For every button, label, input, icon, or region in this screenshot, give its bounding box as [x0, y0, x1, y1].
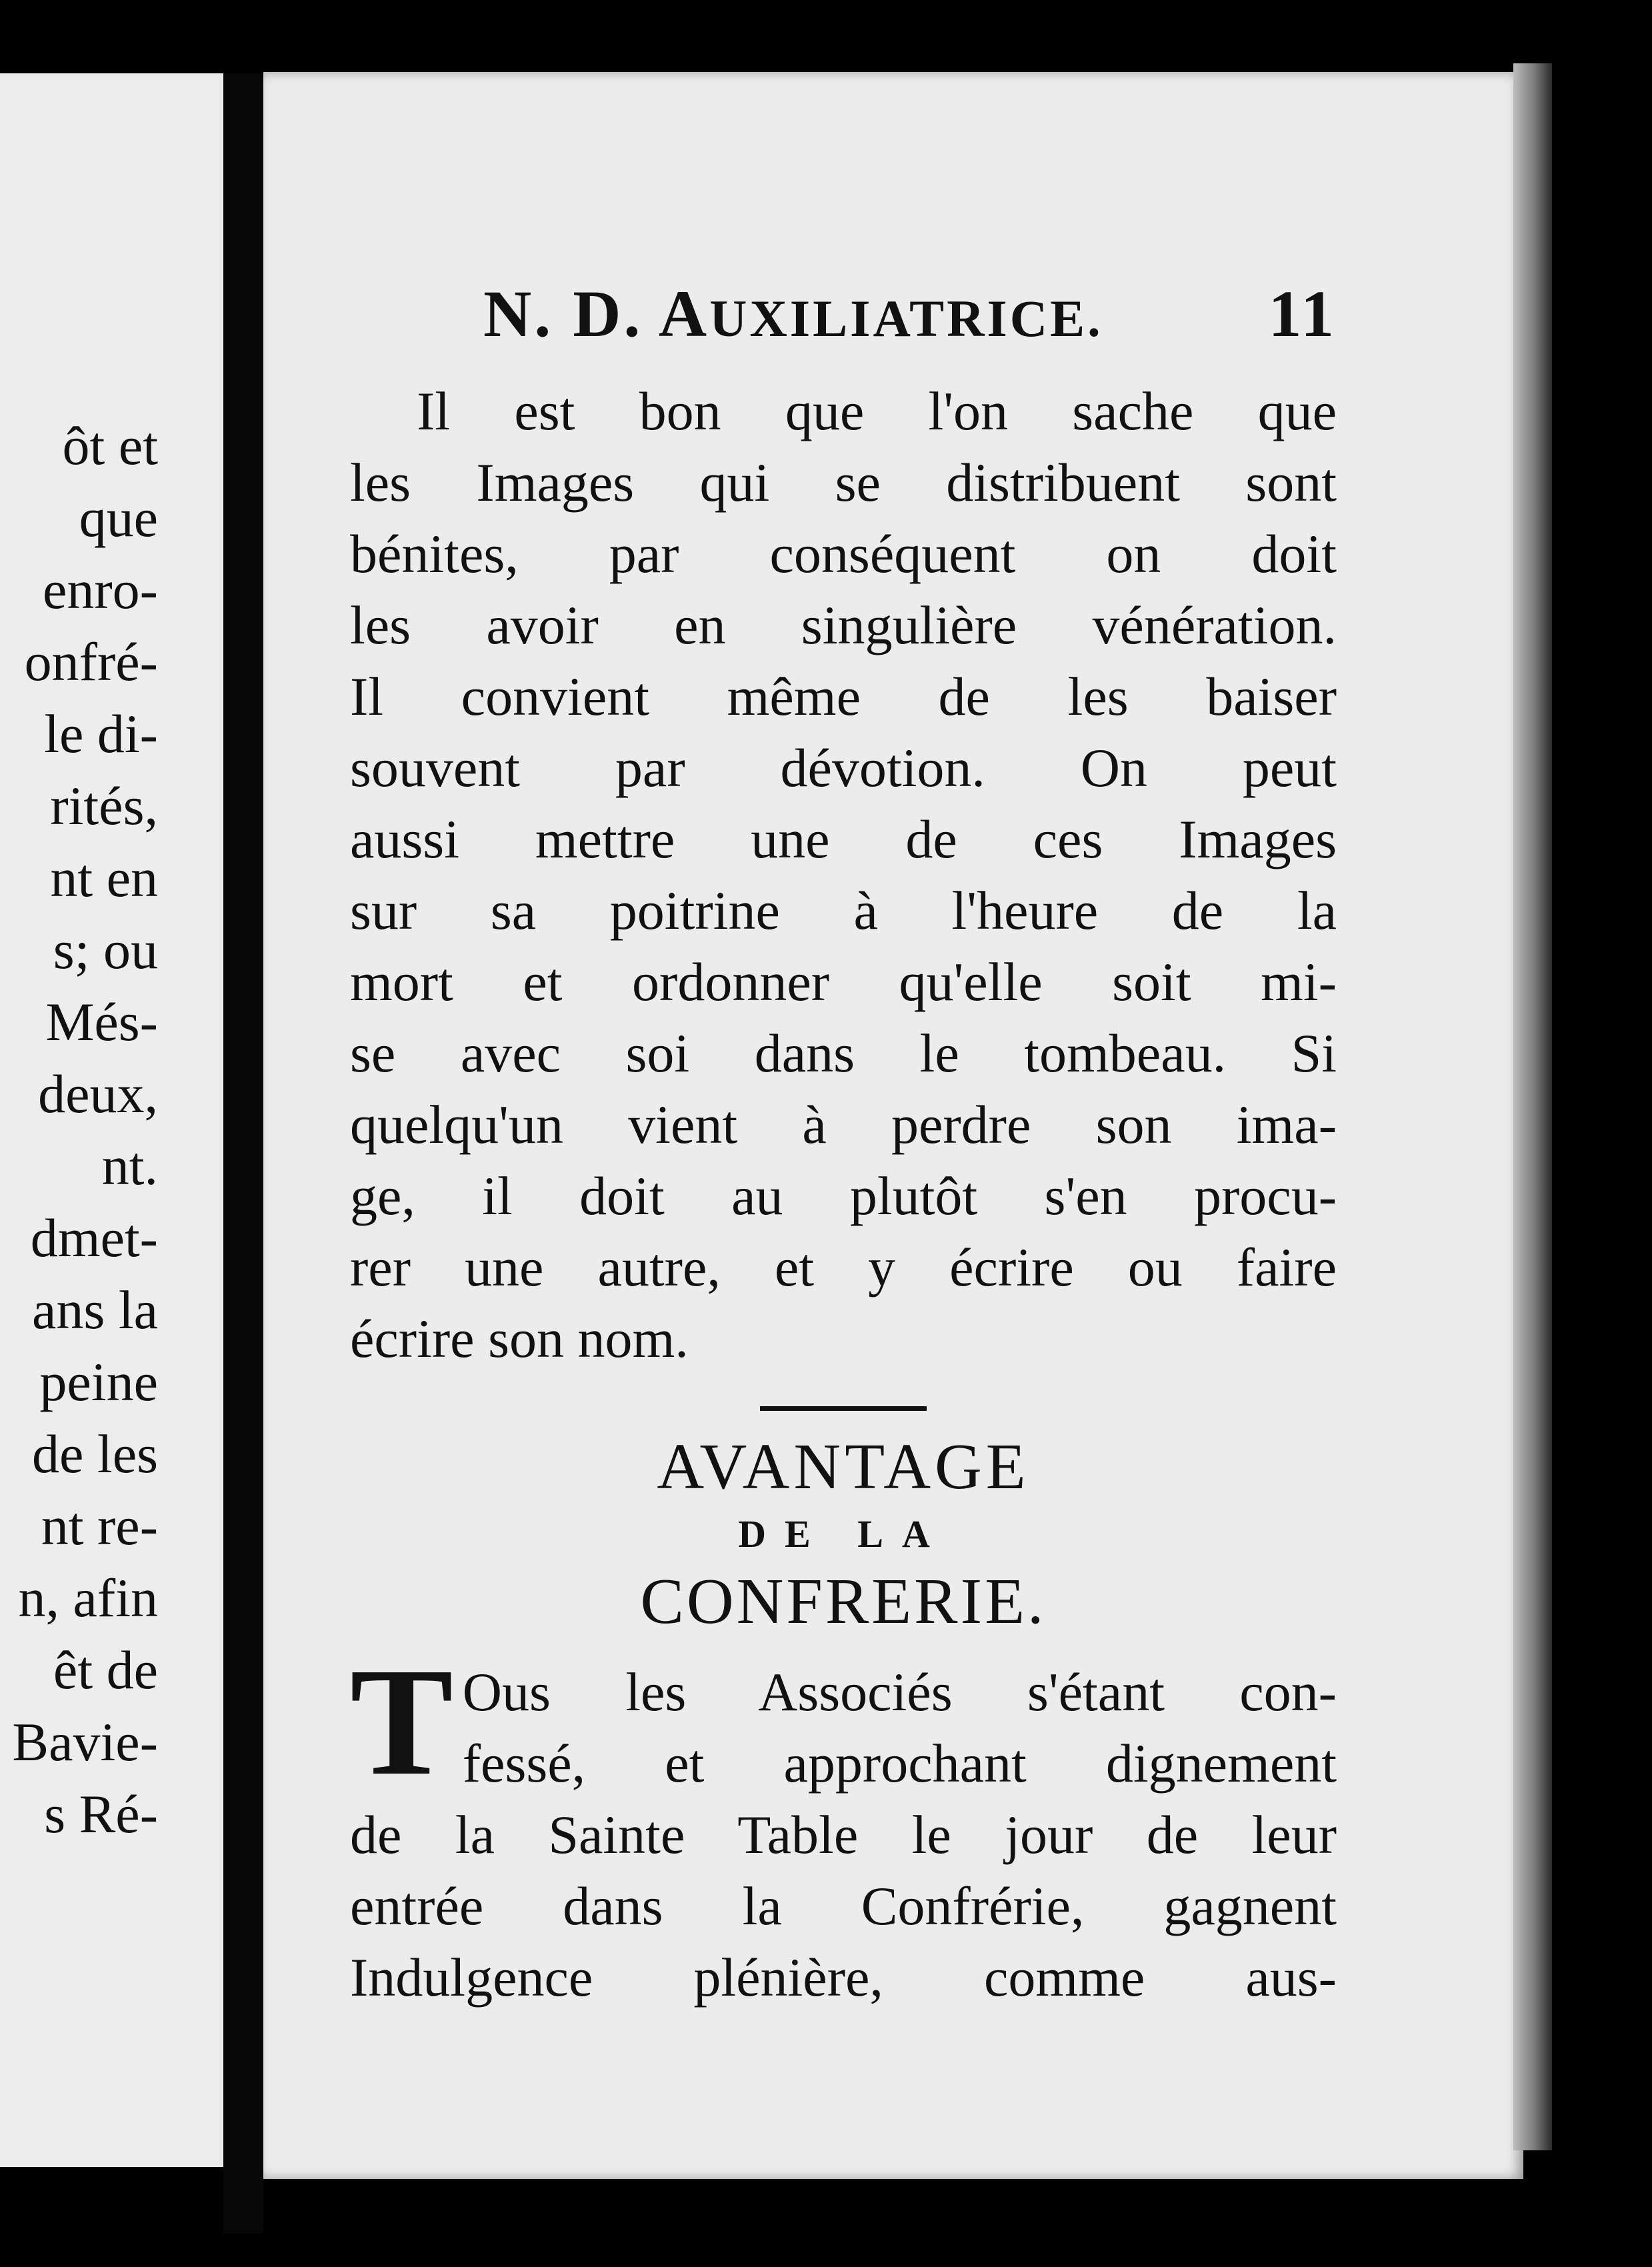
page-number: 11: [1268, 277, 1337, 351]
book-gutter: [223, 73, 263, 2234]
left-line: nt.: [101, 1136, 158, 1196]
section-heading: AVANTAGE: [657, 1431, 1030, 1503]
text-line: ge, il doit au plutôt s'en procu-: [350, 1166, 1337, 1226]
left-line: onfré-: [24, 631, 158, 692]
text-line: mort et ordonner qu'elle soit mi-: [350, 951, 1337, 1012]
title-initials: N. D.: [483, 277, 643, 351]
left-line: nt re-: [41, 1496, 158, 1556]
text-line: fessé, et approchant dignement: [462, 1733, 1337, 1794]
page-edge: [1513, 63, 1552, 2150]
left-line: rités,: [50, 775, 158, 836]
running-head: [350, 275, 1337, 362]
text-line: se avec soi dans le tombeau. Si: [350, 1023, 1337, 1083]
left-line: s; ou: [53, 919, 158, 980]
text-line: rer une autre, et y écrire ou faire: [350, 1237, 1337, 1298]
text-line: Il convient même de les baiser: [350, 666, 1337, 727]
left-line: enro-: [42, 559, 158, 620]
left-line: peine: [39, 1352, 158, 1412]
previous-page-fragment: [0, 73, 223, 2167]
text-line: les avoir en singulière vénération.: [350, 595, 1337, 655]
book-page: [263, 72, 1523, 2179]
text-line: aussi mettre une de ces Images: [350, 809, 1337, 869]
left-line: de les: [32, 1424, 158, 1484]
text-line: bénites, par conséquent on doit: [350, 523, 1337, 584]
text-line: sur sa poitrine à l'heure de la: [350, 880, 1337, 941]
section-rule: [760, 1406, 927, 1411]
left-line: êt de: [53, 1640, 158, 1700]
running-title: [483, 275, 1103, 352]
drop-cap: T: [350, 1636, 453, 1808]
text-line: souvent par dévotion. On peut: [350, 737, 1337, 798]
paragraph-advantages: [350, 1636, 1337, 2013]
left-line: que: [79, 487, 158, 548]
title-capital: A: [658, 277, 710, 351]
page-text-block: [350, 275, 1337, 2013]
left-line: nt en: [50, 847, 158, 908]
text-line: Il est bon que l'on sache que: [417, 381, 1337, 441]
left-line: Més-: [45, 991, 158, 1052]
text-line: de la Sainte Table le jour de leur: [350, 1804, 1337, 1865]
left-line: ans la: [32, 1280, 158, 1340]
left-line: dmet-: [30, 1208, 158, 1268]
section-heading-2: CONFRERIE.: [640, 1566, 1047, 1638]
text-line: Ous les Associés s'étant con-: [462, 1662, 1337, 1722]
text-line: quelqu'un vient à perdre son ima-: [350, 1094, 1337, 1155]
left-line: deux,: [38, 1063, 158, 1124]
text-line: écrire son nom.: [350, 1308, 689, 1369]
left-line: ôt et: [62, 415, 158, 476]
text-line: entrée dans la Confrérie, gagnent: [350, 1876, 1337, 1936]
left-line: Bavie-: [12, 1712, 158, 1772]
left-line: n, afin: [18, 1568, 158, 1628]
paragraph-images: [350, 375, 1337, 1374]
text-line: les Images qui se distribuent sont: [350, 452, 1337, 513]
text-line: Indulgence plénière, comme aus-: [350, 1947, 1337, 2008]
section-heading-sub: DE LA: [738, 1512, 949, 1556]
left-line: le di-: [44, 703, 158, 764]
title-small-caps: UXILIATRICE.: [709, 289, 1103, 347]
left-line: s Ré-: [44, 1784, 158, 1844]
previous-page-text: [0, 410, 158, 1850]
